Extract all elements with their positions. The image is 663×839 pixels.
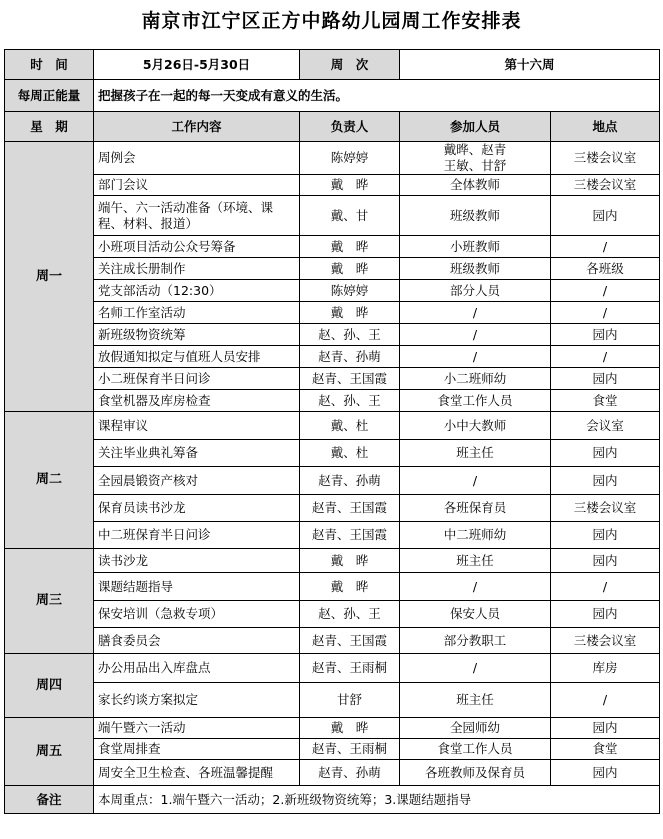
weekday-cell: 周一 bbox=[5, 142, 94, 412]
people-cell: 小二班师幼 bbox=[400, 368, 551, 390]
table-row bbox=[5, 549, 660, 573]
table-row bbox=[5, 236, 660, 258]
task-cell: 周例会 bbox=[94, 142, 300, 175]
table-row bbox=[5, 440, 660, 467]
place-cell: 三楼会议室 bbox=[551, 495, 660, 522]
column-header-row bbox=[5, 112, 660, 142]
place-cell: 三楼会议室 bbox=[551, 142, 660, 175]
col-lead: 负责人 bbox=[300, 112, 400, 142]
lead-cell: 赵、孙、王 bbox=[300, 601, 400, 628]
lead-cell: 赵、孙、王 bbox=[300, 390, 400, 412]
people-cell: 部分教职工 bbox=[400, 628, 551, 654]
col-place: 地点 bbox=[551, 112, 660, 142]
lead-cell: 陈婷婷 bbox=[300, 280, 400, 302]
people-cell: 各班教师及保育员 bbox=[400, 760, 551, 786]
task-cell: 小班项目活动公众号筹备 bbox=[94, 236, 300, 258]
task-cell: 家长约谈方案拟定 bbox=[94, 683, 300, 718]
people-cell: / bbox=[400, 654, 551, 683]
place-cell: 三楼会议室 bbox=[551, 175, 660, 196]
place-cell: / bbox=[551, 236, 660, 258]
weekday-cell: 周三 bbox=[5, 549, 94, 654]
lead-cell: 戴 晔 bbox=[300, 302, 400, 324]
place-cell: / bbox=[551, 346, 660, 368]
col-people: 参加人员 bbox=[400, 112, 551, 142]
weekday-cell: 周五 bbox=[5, 718, 94, 786]
place-cell: 园内 bbox=[551, 467, 660, 495]
lead-cell: 戴 晔 bbox=[300, 549, 400, 573]
people-cell: 食堂工作人员 bbox=[400, 390, 551, 412]
people-cell: 全园师幼 bbox=[400, 718, 551, 739]
lead-cell: 赵、孙、王 bbox=[300, 324, 400, 346]
task-cell: 放假通知拟定与值班人员安排 bbox=[94, 346, 300, 368]
task-cell: 中二班保育半日问诊 bbox=[94, 522, 300, 549]
lead-cell: 戴 晔 bbox=[300, 258, 400, 280]
motto-label: 每周正能量 bbox=[5, 80, 94, 112]
lead-cell: 戴、杜 bbox=[300, 440, 400, 467]
note-row bbox=[5, 786, 660, 814]
place-cell: 园内 bbox=[551, 368, 660, 390]
task-cell: 膳食委员会 bbox=[94, 628, 300, 654]
place-cell: / bbox=[551, 280, 660, 302]
week-value: 第十六周 bbox=[400, 50, 660, 80]
table-row bbox=[5, 495, 660, 522]
people-cell: 全体教师 bbox=[400, 175, 551, 196]
task-cell: 端午暨六一活动 bbox=[94, 718, 300, 739]
task-cell: 关注成长册制作 bbox=[94, 258, 300, 280]
task-cell: 全园晨锻资产核对 bbox=[94, 467, 300, 495]
lead-cell: 戴 晔 bbox=[300, 718, 400, 739]
people-cell: 小班教师 bbox=[400, 236, 551, 258]
task-cell: 周安全卫生检查、各班温馨提醒 bbox=[94, 760, 300, 786]
table-row bbox=[5, 522, 660, 549]
table-row bbox=[5, 573, 660, 601]
place-cell: 食堂 bbox=[551, 739, 660, 760]
task-cell: 读书沙龙 bbox=[94, 549, 300, 573]
lead-cell: 赵青、王国霞 bbox=[300, 522, 400, 549]
table-row bbox=[5, 390, 660, 412]
table-row bbox=[5, 412, 660, 440]
lead-cell: 戴 晔 bbox=[300, 573, 400, 601]
task-cell: 新班级物资统筹 bbox=[94, 324, 300, 346]
place-cell: 食堂 bbox=[551, 390, 660, 412]
table-row bbox=[5, 601, 660, 628]
col-task: 工作内容 bbox=[94, 112, 300, 142]
table-row bbox=[5, 196, 660, 236]
people-cell: 保安人员 bbox=[400, 601, 551, 628]
week-label: 周 次 bbox=[300, 50, 400, 80]
table-row bbox=[5, 258, 660, 280]
task-cell: 部门会议 bbox=[94, 175, 300, 196]
header-row bbox=[5, 50, 660, 80]
place-cell: 三楼会议室 bbox=[551, 628, 660, 654]
place-cell: 园内 bbox=[551, 522, 660, 549]
people-cell: / bbox=[400, 324, 551, 346]
table-row bbox=[5, 718, 660, 739]
lead-cell: 赵青、孙萌 bbox=[300, 346, 400, 368]
schedule-table bbox=[4, 49, 660, 814]
time-label: 时 间 bbox=[5, 50, 94, 80]
people-cell: 戴晔、赵青 王敏、甘舒 bbox=[400, 142, 551, 175]
place-cell: 园内 bbox=[551, 440, 660, 467]
motto-text: 把握孩子在一起的每一天变成有意义的生活。 bbox=[94, 80, 660, 112]
task-cell: 关注毕业典礼筹备 bbox=[94, 440, 300, 467]
people-cell: / bbox=[400, 346, 551, 368]
task-cell: 保安培训（急救专项） bbox=[94, 601, 300, 628]
place-cell: / bbox=[551, 683, 660, 718]
people-cell: 班主任 bbox=[400, 683, 551, 718]
place-cell: / bbox=[551, 573, 660, 601]
task-cell: 课题结题指导 bbox=[94, 573, 300, 601]
table-row bbox=[5, 654, 660, 683]
task-cell: 课程审议 bbox=[94, 412, 300, 440]
task-cell: 办公用品出入库盘点 bbox=[94, 654, 300, 683]
task-cell: 名师工作室活动 bbox=[94, 302, 300, 324]
table-row bbox=[5, 739, 660, 760]
lead-cell: 赵青、王国霞 bbox=[300, 368, 400, 390]
lead-cell: 赵青、王雨桐 bbox=[300, 739, 400, 760]
lead-cell: 戴、甘 bbox=[300, 196, 400, 236]
note-label: 备注 bbox=[5, 786, 94, 814]
lead-cell: 戴 晔 bbox=[300, 236, 400, 258]
place-cell: 会议室 bbox=[551, 412, 660, 440]
date-range: 5月26日-5月30日 bbox=[94, 50, 300, 80]
people-cell: 班主任 bbox=[400, 440, 551, 467]
col-weekday: 星 期 bbox=[5, 112, 94, 142]
lead-cell: 戴 晔 bbox=[300, 175, 400, 196]
place-cell: 园内 bbox=[551, 601, 660, 628]
lead-cell: 赵青、王雨桐 bbox=[300, 654, 400, 683]
lead-cell: 赵青、孙萌 bbox=[300, 467, 400, 495]
place-cell: 园内 bbox=[551, 324, 660, 346]
table-row bbox=[5, 467, 660, 495]
table-row bbox=[5, 302, 660, 324]
page-title: 南京市江宁区正方中路幼儿园周工作安排表 bbox=[141, 10, 522, 32]
people-cell: 部分人员 bbox=[400, 280, 551, 302]
weekday-cell: 周四 bbox=[5, 654, 94, 718]
place-cell: 园内 bbox=[551, 718, 660, 739]
motto-row bbox=[5, 80, 660, 112]
task-cell: 小二班保育半日问诊 bbox=[94, 368, 300, 390]
people-cell: / bbox=[400, 573, 551, 601]
lead-cell: 陈婷婷 bbox=[300, 142, 400, 175]
people-cell: 食堂工作人员 bbox=[400, 739, 551, 760]
table-row bbox=[5, 175, 660, 196]
table-row bbox=[5, 346, 660, 368]
task-cell: 保育员读书沙龙 bbox=[94, 495, 300, 522]
people-cell: / bbox=[400, 302, 551, 324]
place-cell: / bbox=[551, 302, 660, 324]
place-cell: 园内 bbox=[551, 549, 660, 573]
task-cell: 端午、六一活动准备（环境、课程、材料、报道） bbox=[94, 196, 300, 236]
lead-cell: 赵青、孙萌 bbox=[300, 760, 400, 786]
table-row bbox=[5, 324, 660, 346]
lead-cell: 赵青、王国霞 bbox=[300, 495, 400, 522]
task-cell: 党支部活动（12:30） bbox=[94, 280, 300, 302]
weekday-cell: 周二 bbox=[5, 412, 94, 549]
people-cell: 小中大教师 bbox=[400, 412, 551, 440]
lead-cell: 甘舒 bbox=[300, 683, 400, 718]
table-row bbox=[5, 760, 660, 786]
lead-cell: 戴、杜 bbox=[300, 412, 400, 440]
place-cell: 园内 bbox=[551, 196, 660, 236]
place-cell: 园内 bbox=[551, 760, 660, 786]
table-row bbox=[5, 628, 660, 654]
lead-cell: 赵青、王国霞 bbox=[300, 628, 400, 654]
note-text: 本周重点：1.端午暨六一活动；2.新班级物资统筹；3.课题结题指导 bbox=[94, 786, 660, 814]
task-cell: 食堂机器及库房检查 bbox=[94, 390, 300, 412]
task-cell: 食堂周排查 bbox=[94, 739, 300, 760]
people-cell: 各班保育员 bbox=[400, 495, 551, 522]
place-cell: 各班级 bbox=[551, 258, 660, 280]
table-row bbox=[5, 280, 660, 302]
people-cell: 班级教师 bbox=[400, 196, 551, 236]
people-cell: 中二班师幼 bbox=[400, 522, 551, 549]
table-row bbox=[5, 142, 660, 175]
table-row bbox=[5, 368, 660, 390]
people-cell: 班主任 bbox=[400, 549, 551, 573]
people-cell: / bbox=[400, 467, 551, 495]
table-row bbox=[5, 683, 660, 718]
people-cell: 班级教师 bbox=[400, 258, 551, 280]
place-cell: 库房 bbox=[551, 654, 660, 683]
